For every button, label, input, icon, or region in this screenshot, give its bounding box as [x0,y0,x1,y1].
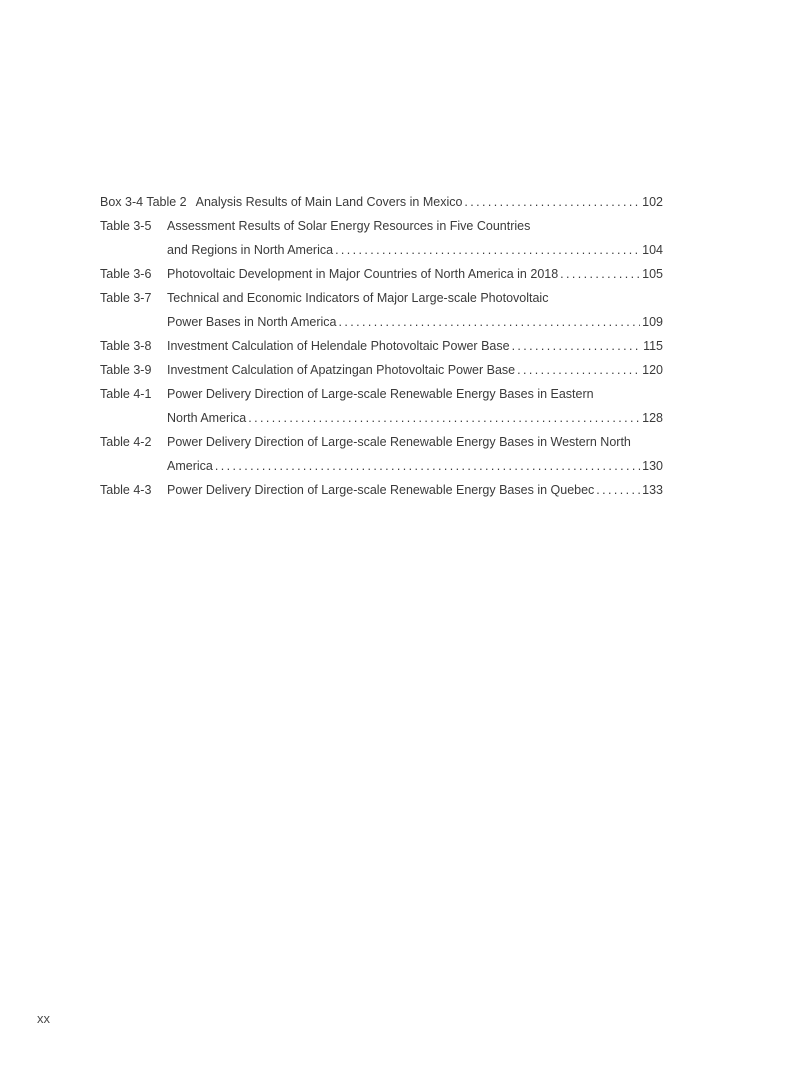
dot-leader [560,262,640,286]
toc-line [167,286,663,310]
toc-line [167,334,663,358]
toc-entry-lines [167,430,663,478]
toc-entry [100,286,663,334]
toc-entry-label: Table 4-2 [100,435,152,449]
toc-entry-page-number: 130 [642,459,663,473]
toc-entry-title: Photovoltaic Development in Major Countries of North America in 2018 [167,267,559,281]
toc-entry [100,358,663,382]
toc-entry-label: Table 3-5 [100,219,152,233]
dot-leader [512,334,642,358]
toc-line [167,406,663,430]
toc-line [196,190,663,214]
toc-entry-page-number: 120 [642,363,663,377]
toc-entry-lines [167,214,663,262]
toc-entry-lines [167,286,663,334]
toc-entry-label: Table 3-9 [100,363,152,377]
toc-line [167,454,663,478]
dot-leader [215,454,640,478]
dot-leader [248,406,640,430]
toc-entry-title: Investment Calculation of Helendale Photovoltaic Power Base [167,339,510,353]
toc-line [167,214,663,238]
toc-line [167,478,663,502]
toc-entry-title: Power Delivery Direction of Large-scale Renewable Energy Bases in Quebec [167,483,595,497]
toc-entry-page-number: 105 [642,267,663,281]
toc-entry [100,478,663,502]
toc-entry-title: Power Delivery Direction of Large-scale Renewable Energy Bases in Western North [167,435,631,449]
toc-entry-label: Table 4-1 [100,387,152,401]
toc-entry-lines [196,190,663,214]
toc-entry-lines [167,334,663,358]
toc-entry-label: Table 3-6 [100,267,152,281]
toc-entry-page-number: 128 [642,411,663,425]
toc-entry-label: Box 3-4 Table 2 [100,195,187,209]
toc-entry-title: Assessment Results of Solar Energy Resources in Five Countries [167,219,531,233]
toc-entry-lines [167,382,663,430]
table-of-contents-list [100,190,663,502]
toc-line [167,310,663,334]
toc-entry-lines [167,262,663,286]
toc-entry-lines [167,478,663,502]
dot-leader [464,190,640,214]
toc-entry [100,382,663,430]
toc-line [167,262,663,286]
toc-entry-title: Power Delivery Direction of Large-scale Renewable Energy Bases in Eastern [167,387,594,401]
toc-entry-page-number: 104 [642,243,663,257]
toc-entry [100,334,663,358]
toc-entry-page-number: 115 [643,339,663,353]
toc-line [167,238,663,262]
toc-entry-title-continued: North America [167,411,247,425]
toc-entry-label: Table 3-8 [100,339,152,353]
toc-line [167,430,663,454]
toc-entry-title-continued: and Regions in North America [167,243,334,257]
dot-leader [335,238,640,262]
toc-entry [100,262,663,286]
toc-line [167,358,663,382]
toc-entry-title-continued: America [167,459,213,473]
toc-entry [100,214,663,262]
toc-entry-label: Table 4-3 [100,483,152,497]
toc-entry-page-number: 102 [642,195,663,209]
toc-entry-title: Analysis Results of Main Land Covers in Mexico [195,195,463,209]
toc-entry-page-number: 109 [642,315,663,329]
toc-line [167,382,663,406]
dot-leader [339,310,641,334]
toc-entry-label: Table 3-7 [100,291,152,305]
toc-entry-lines [167,358,663,382]
toc-entry-title-continued: Power Bases in North America [167,315,337,329]
dot-leader [596,478,640,502]
footer-page-number: xx [37,1011,50,1026]
toc-entry-title: Technical and Economic Indicators of Major Large-scale Photovoltaic [167,291,549,305]
dot-leader [517,358,640,382]
toc-entry [100,430,663,478]
toc-entry-page-number: 133 [642,483,663,497]
toc-entry [100,190,663,214]
toc-entry-title: Investment Calculation of Apatzingan Photovoltaic Power Base [167,363,516,377]
